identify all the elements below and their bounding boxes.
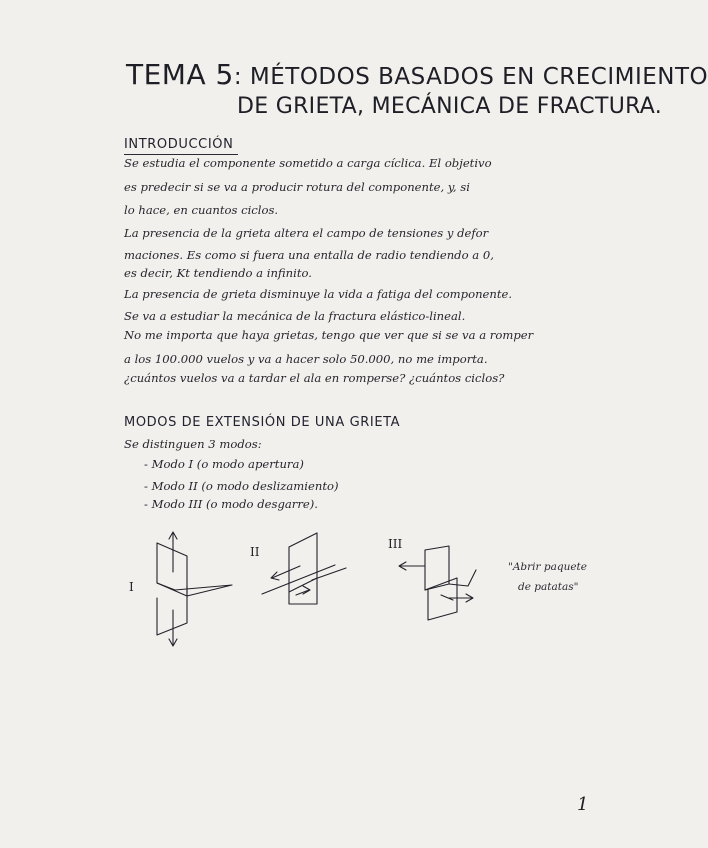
mode-3-label: III (388, 537, 403, 551)
intro-heading: INTRODUCCIÓN (124, 137, 234, 152)
mode-1-label: I (129, 580, 134, 594)
intro-line: Se estudia el componente sometido a carga cíclica. El objetivo (124, 156, 492, 170)
intro-line: La presencia de grieta disminuye la vida a fatiga del componente. (124, 287, 513, 301)
intro-line: a los 100.000 vuelos y va a hacer solo 50.000, no me importa. (124, 352, 488, 366)
modes-line: Se distinguen 3 modos: (124, 437, 262, 451)
modes-line: - Modo III (o modo desgarre). (144, 497, 318, 511)
mode-1-sketch (157, 532, 232, 646)
mode-3-sketch (399, 546, 476, 620)
intro-line: es predecir si se va a producir rotura del componente, y, si (124, 180, 470, 194)
modes-heading: MODOS DE EXTENSIÓN DE UNA GRIETA (124, 415, 401, 430)
title-line-2: DE GRIETA, MECÁNICA DE FRACTURA. (237, 94, 663, 119)
title-prefix: TEMA 5 (126, 58, 234, 91)
title-line-1: : MÉTODOS BASADOS EN CRECIMIENTO (233, 64, 708, 90)
intro-line: ¿cuántos vuelos va a tardar el ala en romperse? ¿cuántos ciclos? (124, 371, 505, 385)
annotation-line: de patatas" (518, 581, 579, 593)
mode-2-sketch (262, 533, 346, 604)
intro-line: es decir, Kt tendiendo a infinito. (124, 266, 312, 280)
intro-line: No me importa que haya grietas, tengo que ver que si se va a romper (124, 328, 534, 342)
modes-line: - Modo I (o modo apertura) (144, 457, 304, 471)
intro-line: La presencia de la grieta altera el campo de tensiones y defor (124, 226, 489, 240)
intro-line: maciones. Es como si fuera una entalla de radio tendiendo a 0, (124, 248, 494, 262)
intro-line: Se va a estudiar la mecánica de la fractura elástico-lineal. (124, 309, 466, 323)
annotation-line: "Abrir paquete (508, 561, 587, 573)
mode-2-label: II (250, 545, 260, 559)
modes-line: - Modo II (o modo deslizamiento) (144, 479, 339, 493)
intro-line: lo hace, en cuantos ciclos. (124, 203, 279, 217)
page-number: 1 (577, 794, 589, 815)
